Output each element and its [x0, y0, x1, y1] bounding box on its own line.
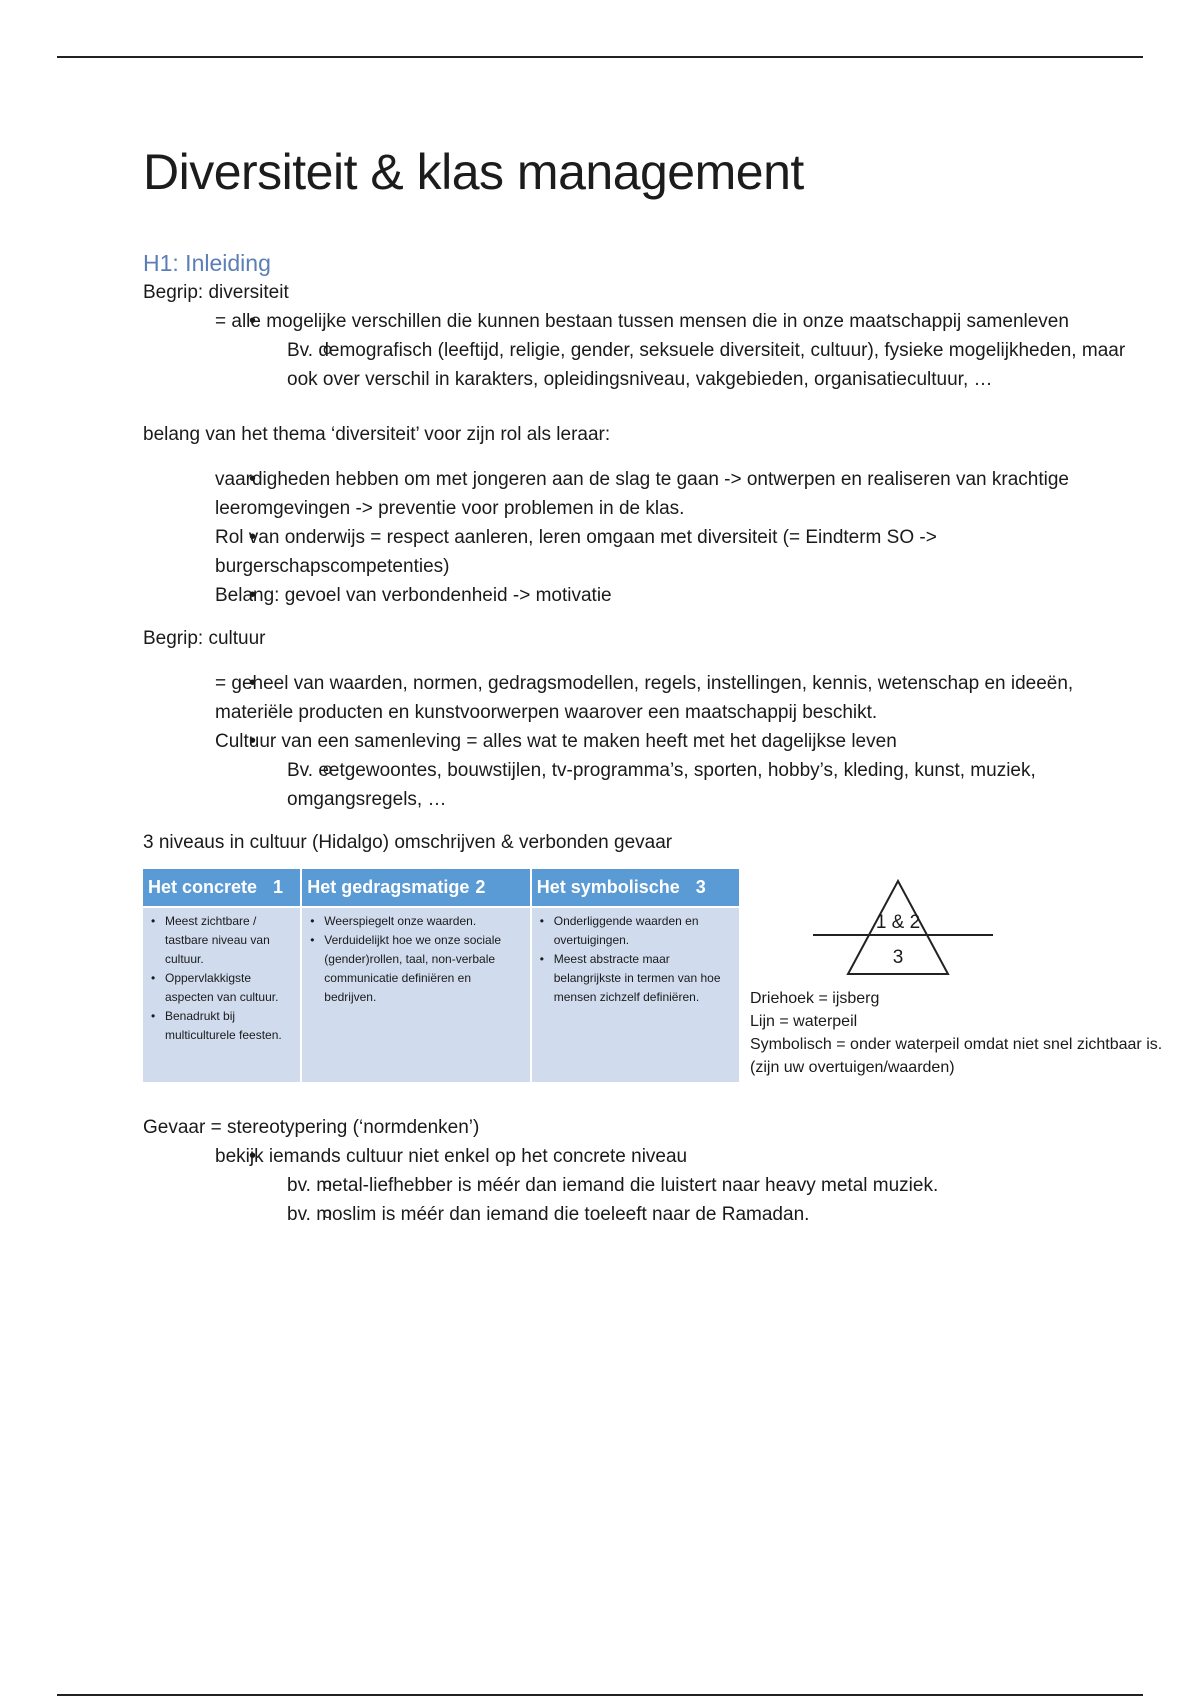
list-item: • Meest zichtbare / tastbare niveau van cultuur.	[165, 912, 296, 969]
list-item: • Verduidelijkt hoe we onze sociale (gender)rollen, taal, non-verbale communicatie definiëren en bedrijven.	[324, 931, 525, 1007]
culture-levels-table	[143, 869, 739, 1082]
concept-label-diversity: Begrip: diversiteit	[143, 282, 289, 303]
table-cell-concrete	[143, 907, 301, 1082]
list-item: o bv. moslim is méér dan iemand die toeleeft naar de Ramadan.	[287, 1200, 1143, 1229]
levels-section	[143, 869, 1163, 1109]
table-header-symbolic: Het symbolische 3	[531, 869, 739, 907]
danger-sublist	[215, 1171, 1143, 1229]
section-heading: H1: Inleiding	[143, 250, 271, 276]
danger-label: Gevaar = stereotypering (‘normdenken’)	[143, 1117, 480, 1138]
table-header-concrete: Het concrete 1	[143, 869, 301, 907]
list-item	[215, 1142, 1143, 1229]
caption-line: Lijn = waterpeil	[750, 1013, 858, 1030]
importance-intro: belang van het thema ‘diversiteit’ voor zijn rol als leraar:	[143, 424, 611, 445]
list-item	[215, 727, 1143, 814]
list-item: • Meest abstracte maar belangrijkste in termen van hoe mensen zichzelf definiëren.	[554, 950, 735, 1007]
importance-list	[143, 465, 1143, 610]
list-item: • Belang: gevoel van verbondenheid -> motivatie	[215, 581, 1143, 610]
triangle-top-label: 1 & 2	[875, 912, 921, 933]
list-item	[215, 307, 1143, 394]
culture-sublist	[215, 756, 1143, 814]
list-item: o bv. metal-liefhebber is méér dan iemand die luistert naar heavy metal muziek.	[287, 1171, 1143, 1200]
culture-society: Cultuur van een samenleving = alles wat te maken heeft met het dagelijkse leven	[215, 731, 897, 752]
document-title: Diversiteit & klas management	[143, 144, 804, 200]
danger-list	[143, 1142, 1143, 1229]
page-top-rule	[57, 56, 1143, 58]
diversity-sublist	[215, 336, 1143, 394]
concept-label-culture: Begrip: cultuur	[143, 628, 266, 649]
culture-list	[143, 669, 1143, 814]
list-item: o Bv. demografisch (leeftijd, religie, gender, seksuele diversiteit, cultuur), fysieke mogelijkheden, maar ook over verschil in karakters, opleidingsniveau, vakgebieden, organisatiecultuur, …	[287, 336, 1143, 394]
diversity-list	[143, 307, 1143, 394]
iceberg-caption	[750, 987, 1170, 1079]
list-item: • Weerspiegelt onze waarden.	[324, 912, 525, 931]
caption-line: Driehoek = ijsberg	[750, 990, 880, 1007]
table-header-behavioral: Het gedragsmatige 2	[301, 869, 530, 907]
table-cell-symbolic	[531, 907, 739, 1082]
iceberg-triangle-diagram	[813, 877, 1013, 987]
list-item: • Benadrukt bij multiculturele feesten.	[165, 1007, 296, 1045]
triangle-bottom-label: 3	[892, 947, 904, 968]
list-item: • = geheel van waarden, normen, gedragsmodellen, regels, instellingen, kennis, wetenschap en ideeën, materiële producten en kunstvoorwerpen waarover een maatschappij beschikt.	[215, 669, 1143, 727]
list-item: o Bv. eetgewoontes, bouwstijlen, tv-programma’s, sporten, hobby’s, kleding, kunst, muziek, omgangsregels, …	[287, 756, 1143, 814]
caption-line: Symbolisch = onder waterpeil omdat niet snel zichtbaar is. (zijn uw overtuigen/waarden)	[750, 1036, 1163, 1076]
diversity-definition: = alle mogelijke verschillen die kunnen bestaan tussen mensen die in onze maatschappij samenleven	[215, 311, 1069, 332]
levels-intro: 3 niveaus in cultuur (Hidalgo) omschrijven & verbonden gevaar	[143, 832, 673, 853]
danger-item: bekijk iemands cultuur niet enkel op het concrete niveau	[215, 1146, 688, 1167]
page-bottom-rule	[57, 1694, 1143, 1696]
table-cell-behavioral	[301, 907, 530, 1082]
document-body	[143, 140, 1163, 1229]
list-item: • Onderliggende waarden en overtuigingen.	[554, 912, 735, 950]
list-item: • Oppervlakkigste aspecten van cultuur.	[165, 969, 296, 1007]
list-item: • vaardigheden hebben om met jongeren aan de slag te gaan -> ontwerpen en realiseren van krachtige leeromgevingen -> preventie voor problemen in de klas.	[215, 465, 1143, 523]
list-item: • Rol van onderwijs = respect aanleren, leren omgaan met diversiteit (= Eindterm SO -> burgerschapscompetenties)	[215, 523, 1143, 581]
